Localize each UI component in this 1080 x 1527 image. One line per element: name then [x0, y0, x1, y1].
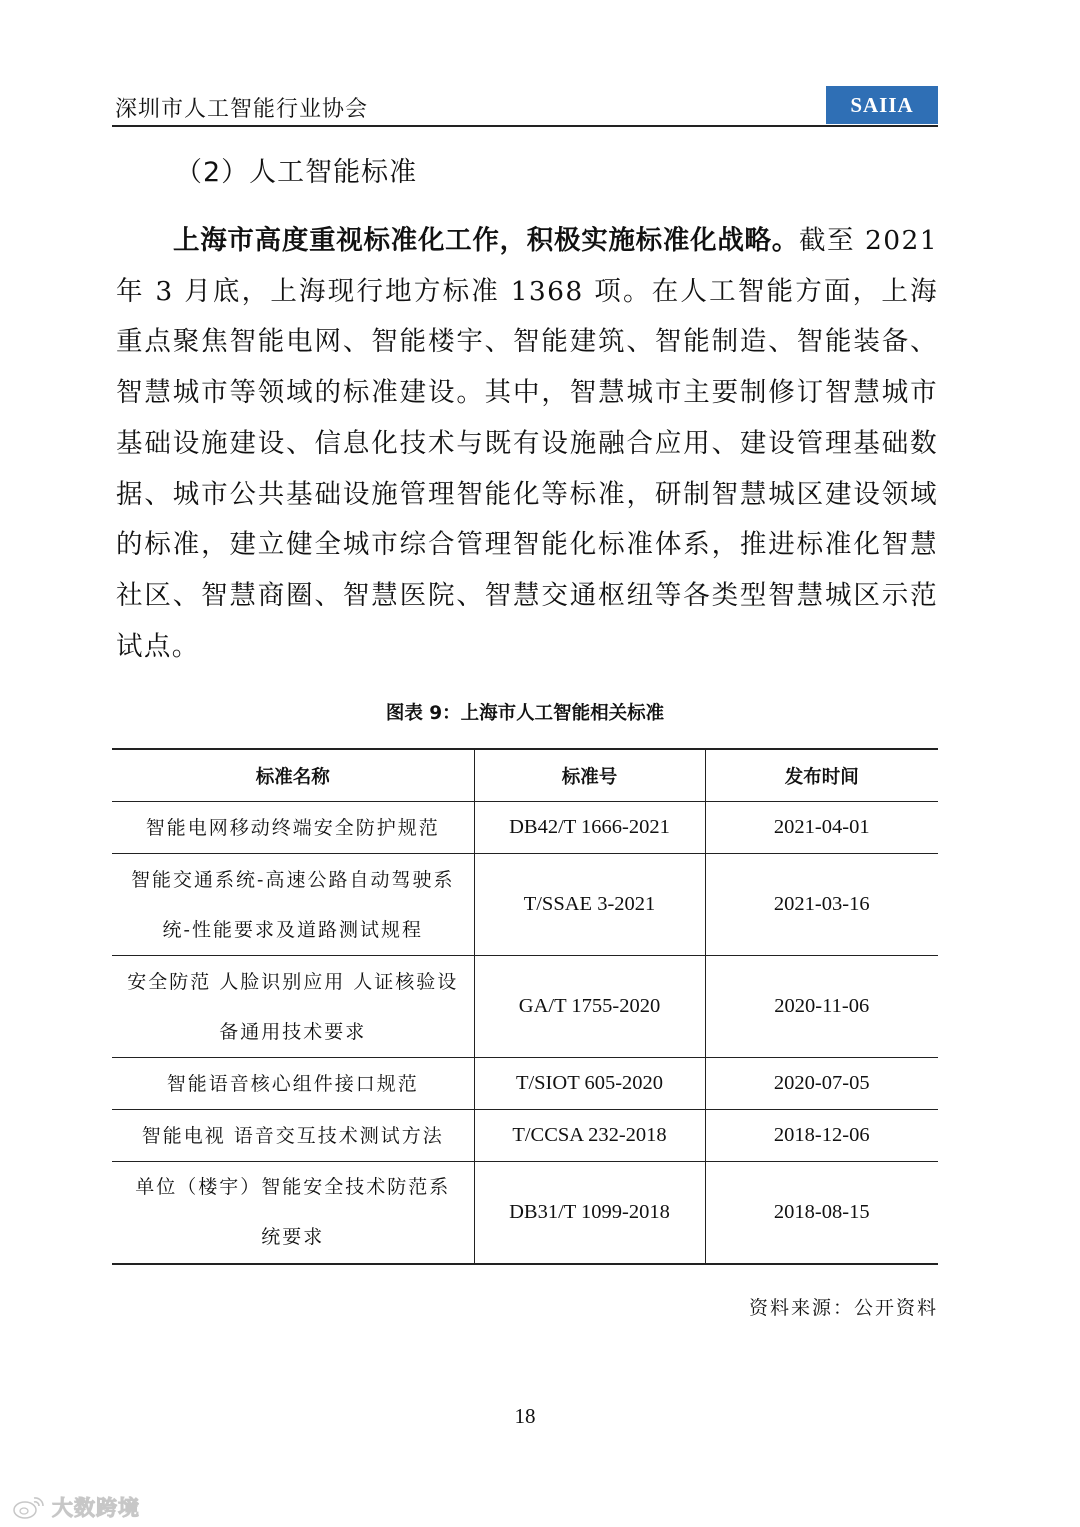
table-caption: 图表 9：上海市人工智能相关标准	[385, 703, 665, 724]
table-source: 资料来源：公开资料	[748, 1297, 938, 1319]
weibo-icon	[12, 1494, 46, 1520]
paragraph-body: 截至 2021 年 3 月底，上海现行地方标准 1368 项。在人工智能方面，上海重点聚焦智能电网、智能楼宇、智能建筑、智能制造、智能装备、智慧城市等领域的标准建设。其中，智慧城市主要制修订智慧城市基础设施建设、信息化技术与既有设施融合应用、建设管理基础数据、城市公共基础设施管理智能化等标准，研制智慧城区建设领域的标准，建立健全城市综合管理智能化标准体系，推进标准化智慧社区、智慧商圈、智慧医院、智慧交通枢纽等各类型智慧城区示范试点。	[116, 225, 938, 662]
watermark	[12, 1492, 140, 1522]
header-publish-date: 发布时间	[705, 749, 938, 802]
standard-name: 智能交通系统-高速公路自动驾驶系统-性能要求及道路测试规程	[112, 854, 474, 956]
table-row	[112, 1110, 938, 1162]
standard-code: DB31/T 1099-2018	[474, 1162, 705, 1264]
table-row	[112, 854, 938, 956]
standard-name: 安全防范 人脸识别应用 人证核验设备通用技术要求	[112, 956, 474, 1058]
header-divider	[112, 125, 938, 127]
body-paragraph	[116, 216, 938, 672]
publish-date: 2018-12-06	[705, 1110, 938, 1162]
header-badge: SAIIA	[826, 86, 938, 124]
publish-date: 2021-04-01	[705, 802, 938, 854]
standard-code: GA/T 1755-2020	[474, 956, 705, 1058]
standard-code: T/CCSA 232-2018	[474, 1110, 705, 1162]
header-standard-code: 标准号	[474, 749, 705, 802]
table-header-row	[112, 749, 938, 802]
watermark-text: 大数跨境	[52, 1496, 140, 1520]
publish-date: 2021-03-16	[705, 854, 938, 956]
section-title: （2）人工智能标准	[175, 157, 418, 188]
header-organization: 深圳市人工智能行业协会	[115, 97, 369, 122]
publish-date: 2020-07-05	[705, 1058, 938, 1110]
table-row	[112, 802, 938, 854]
table-row	[112, 1162, 938, 1264]
standards-table	[112, 748, 938, 1265]
standard-name: 智能电视 语音交互技术测试方法	[112, 1110, 474, 1162]
publish-date: 2020-11-06	[705, 956, 938, 1058]
standard-code: T/SSAE 3-2021	[474, 854, 705, 956]
standard-name: 智能电网移动终端安全防护规范	[112, 802, 474, 854]
table-row	[112, 956, 938, 1058]
standard-name: 智能语音核心组件接口规范	[112, 1058, 474, 1110]
publish-date: 2018-08-15	[705, 1162, 938, 1264]
header-standard-name: 标准名称	[112, 749, 474, 802]
standard-name: 单位（楼宇）智能安全技术防范系统要求	[112, 1162, 474, 1264]
table-row	[112, 1058, 938, 1110]
paragraph-lead: 上海市高度重视标准化工作，积极实施标准化战略。	[173, 225, 799, 256]
standard-code: DB42/T 1666-2021	[474, 802, 705, 854]
standard-code: T/SIOT 605-2020	[474, 1058, 705, 1110]
page-number: 18	[514, 1404, 536, 1428]
